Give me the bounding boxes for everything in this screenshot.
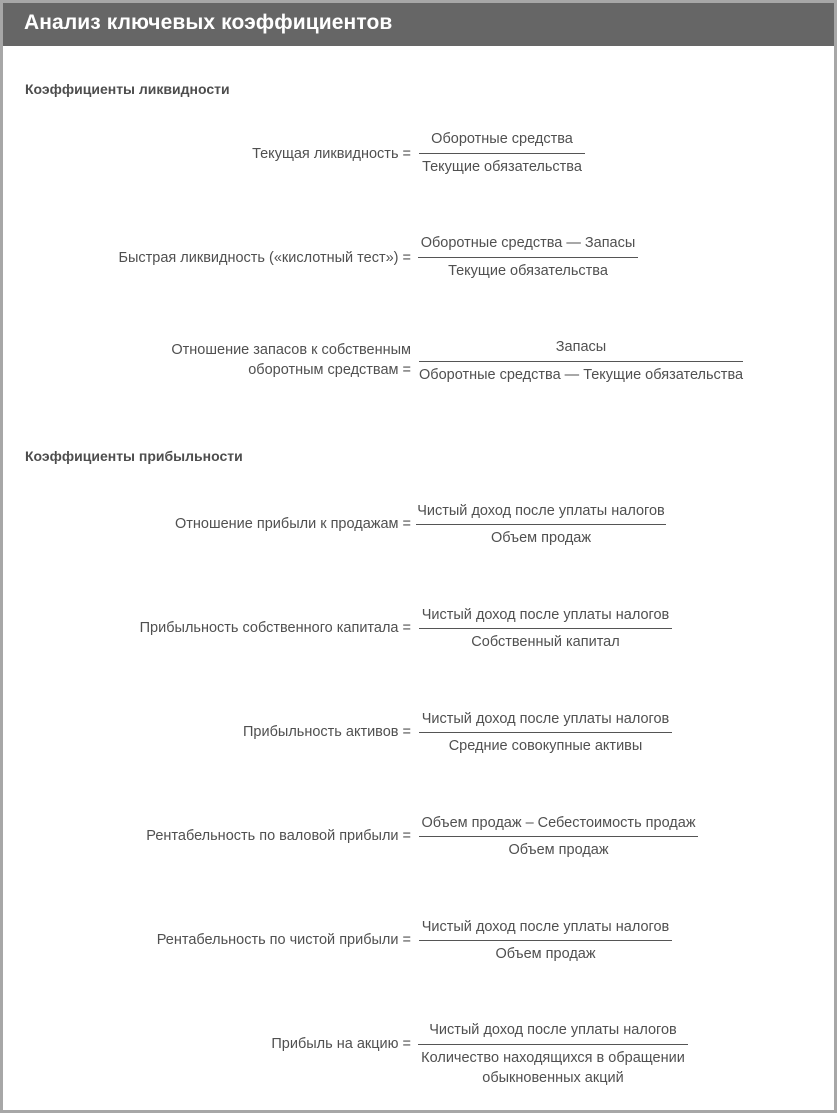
- formula-lhs: Прибыльность собственного капитала =: [139, 620, 411, 636]
- formula-gross-margin: [0, 812, 837, 872]
- formula-current-liquidity: [0, 128, 837, 188]
- header-bar: [3, 3, 834, 46]
- fraction-bar: [419, 361, 743, 362]
- formula-lhs: Рентабельность по чистой прибыли =: [156, 932, 411, 948]
- numerator: Объем продаж – Себестоимость продаж: [421, 815, 696, 831]
- fraction-bar: [418, 257, 638, 258]
- formula-quick-ratio: [0, 232, 837, 292]
- denominator: Средние совокупные активы: [448, 738, 643, 754]
- denominator: Оборотные средства — Текущие обязательства: [419, 367, 744, 383]
- formula-lhs: Быстрая ликвидность («кислотный тест») =: [118, 250, 411, 266]
- formula-profit-to-sales: [0, 500, 837, 560]
- formula-net-margin: [0, 916, 837, 976]
- formula-earnings-per-share: [0, 1020, 837, 1092]
- fraction-bar: [419, 732, 672, 733]
- formula-lhs: Рентабельность по валовой прибыли =: [146, 828, 411, 844]
- fraction-bar: [416, 524, 666, 525]
- denominator: Объем продаж: [490, 530, 592, 546]
- numerator: Оборотные средства — Запасы: [420, 235, 636, 251]
- denominator: Объем продаж: [495, 946, 596, 962]
- formula-lhs: Прибыльность активов =: [243, 724, 411, 740]
- numerator: Чистый доход после уплаты налогов: [429, 1022, 677, 1038]
- fraction-bar: [419, 940, 672, 941]
- fraction-bar: [418, 1044, 688, 1045]
- denominator: Собственный капитал: [471, 634, 620, 650]
- formula-lhs: Текущая ликвидность =: [252, 146, 411, 162]
- formula-return-on-equity: [0, 604, 837, 664]
- fraction-bar: [419, 153, 585, 154]
- section-title-liquidity: Коэффициенты ликвидности: [25, 81, 230, 97]
- numerator: Оборотные средства: [431, 131, 573, 147]
- numerator: Чистый доход после уплаты налогов: [421, 607, 670, 623]
- fraction-bar: [419, 628, 672, 629]
- page-title: Анализ ключевых коэффициентов: [24, 11, 393, 34]
- fraction-bar: [419, 836, 698, 837]
- formula-return-on-assets: [0, 708, 837, 768]
- numerator: Чистый доход после уплаты налогов: [417, 503, 665, 519]
- denominator: Текущие обязательства: [422, 159, 582, 175]
- section-title-profitability: Коэффициенты прибыльности: [25, 448, 243, 464]
- formula-lhs: Отношение прибыли к продажам =: [174, 516, 411, 532]
- formula-lhs: Прибыль на акцию =: [271, 1036, 411, 1052]
- numerator: Запасы: [555, 339, 607, 355]
- formula-inventory-to-working-capital: [0, 336, 837, 396]
- denominator: Количество находящихся в обращении обыкновенных акций: [421, 1050, 685, 1086]
- numerator: Чистый доход после уплаты налогов: [421, 711, 670, 727]
- formula-lhs: Отношение запасов к собственным оборотным средствам =: [171, 342, 411, 378]
- numerator: Чистый доход после уплаты налогов: [421, 919, 670, 935]
- denominator: Текущие обязательства: [448, 263, 608, 279]
- denominator: Объем продаж: [508, 842, 609, 858]
